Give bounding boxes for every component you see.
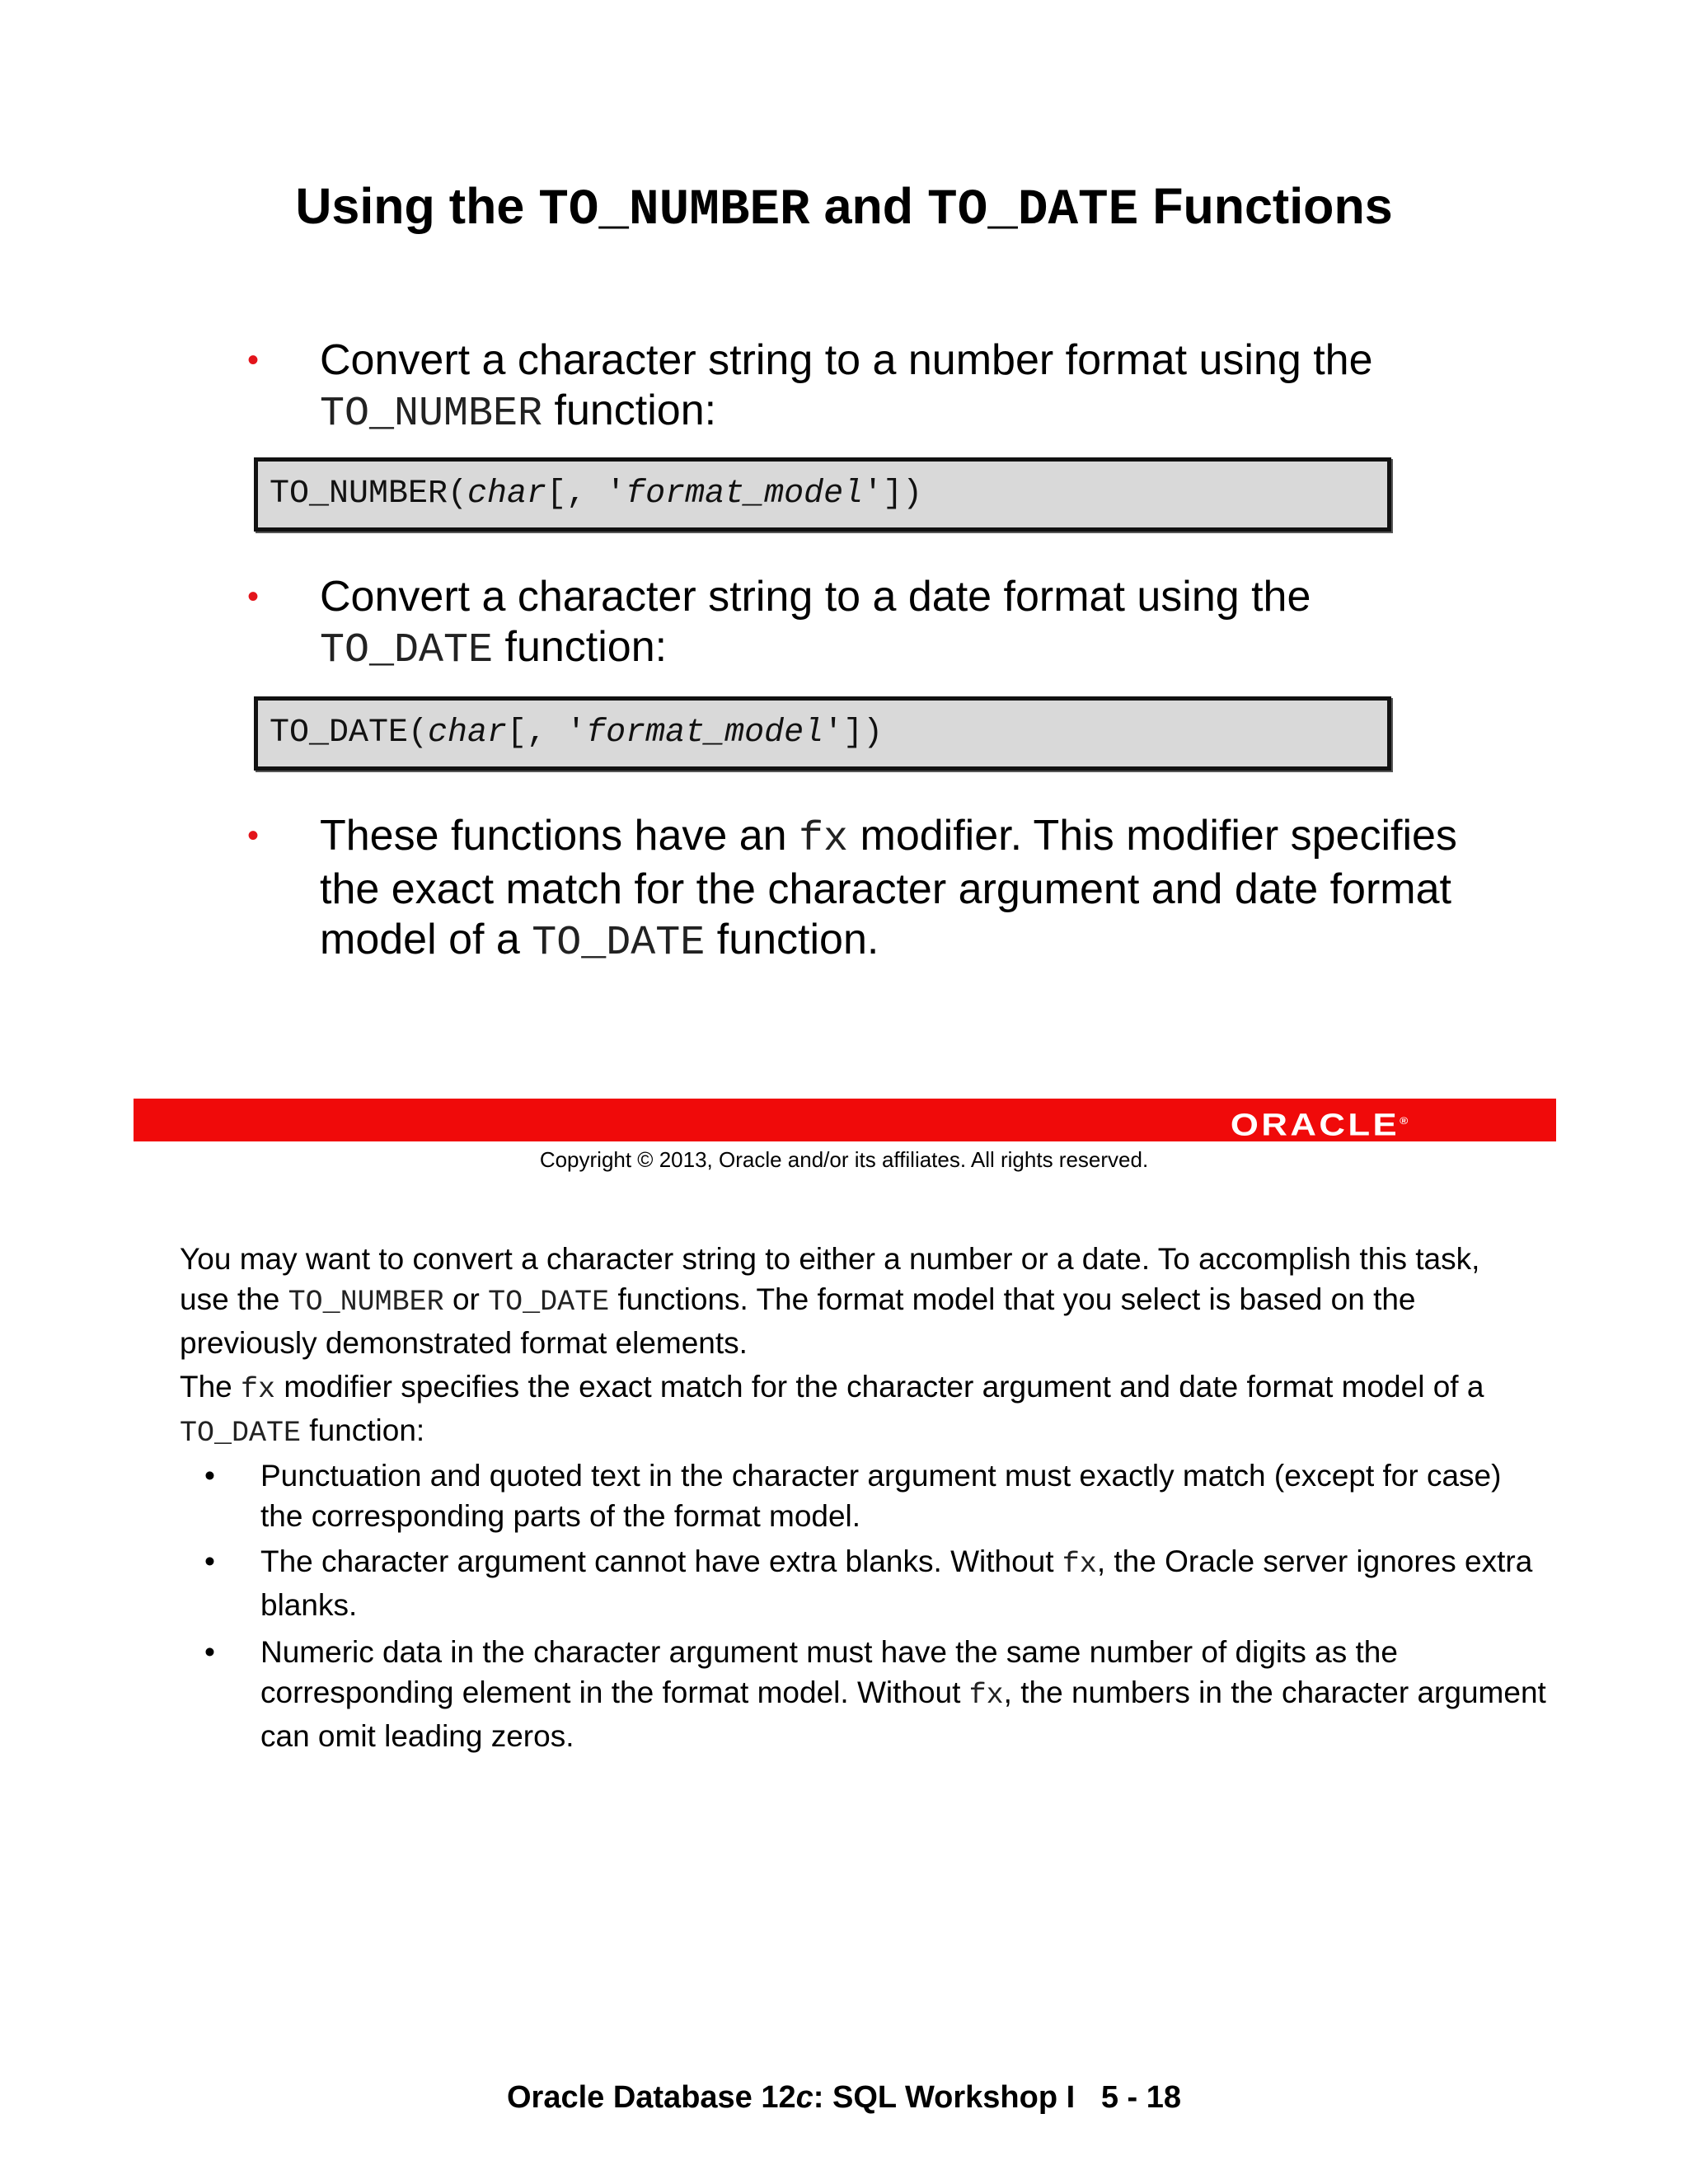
bullet-marker: • [204,1544,215,1578]
page-footer: Oracle Database 12c: SQL Workshop I 5 - 18 [506,2080,1182,2115]
title-code-to-number: TO_NUMBER [538,182,810,239]
bullet-marker: • [247,818,260,854]
syntax-box-to-date: TO_DATE(char[, 'format_model']) [254,696,1391,771]
syntax-box-to-number: TO_NUMBER(char[, 'format_model']) [254,457,1391,532]
copyright-notice: Copyright © 2013, Oracle and/or its affiliates. All rights reserved. [539,1147,1149,1172]
bullet-marker: • [247,579,260,615]
bullet-marker: • [204,1635,215,1669]
notes-paragraph-1: You may want to convert a character string to either a number or a date. To accomplish this task, use the TO_NUMBER or TO_DATE functions. The format model that you select is based on the previously demonstrated format elements. [180,1242,1480,1360]
bullet-marker: • [247,342,260,378]
oracle-logo: ORACLE® [1230,1108,1408,1143]
bullet-marker: • [204,1459,215,1493]
title-code-to-date: TO_DATE [927,182,1139,239]
oracle-brand-bar [134,1099,1556,1141]
slide-title: Using the TO_NUMBER and TO_DATE Functions [295,178,1393,239]
notes-paragraph-2: The fx modifier specifies the exact match for the character argument and date format model of a TO_DATE function: [180,1370,1484,1450]
